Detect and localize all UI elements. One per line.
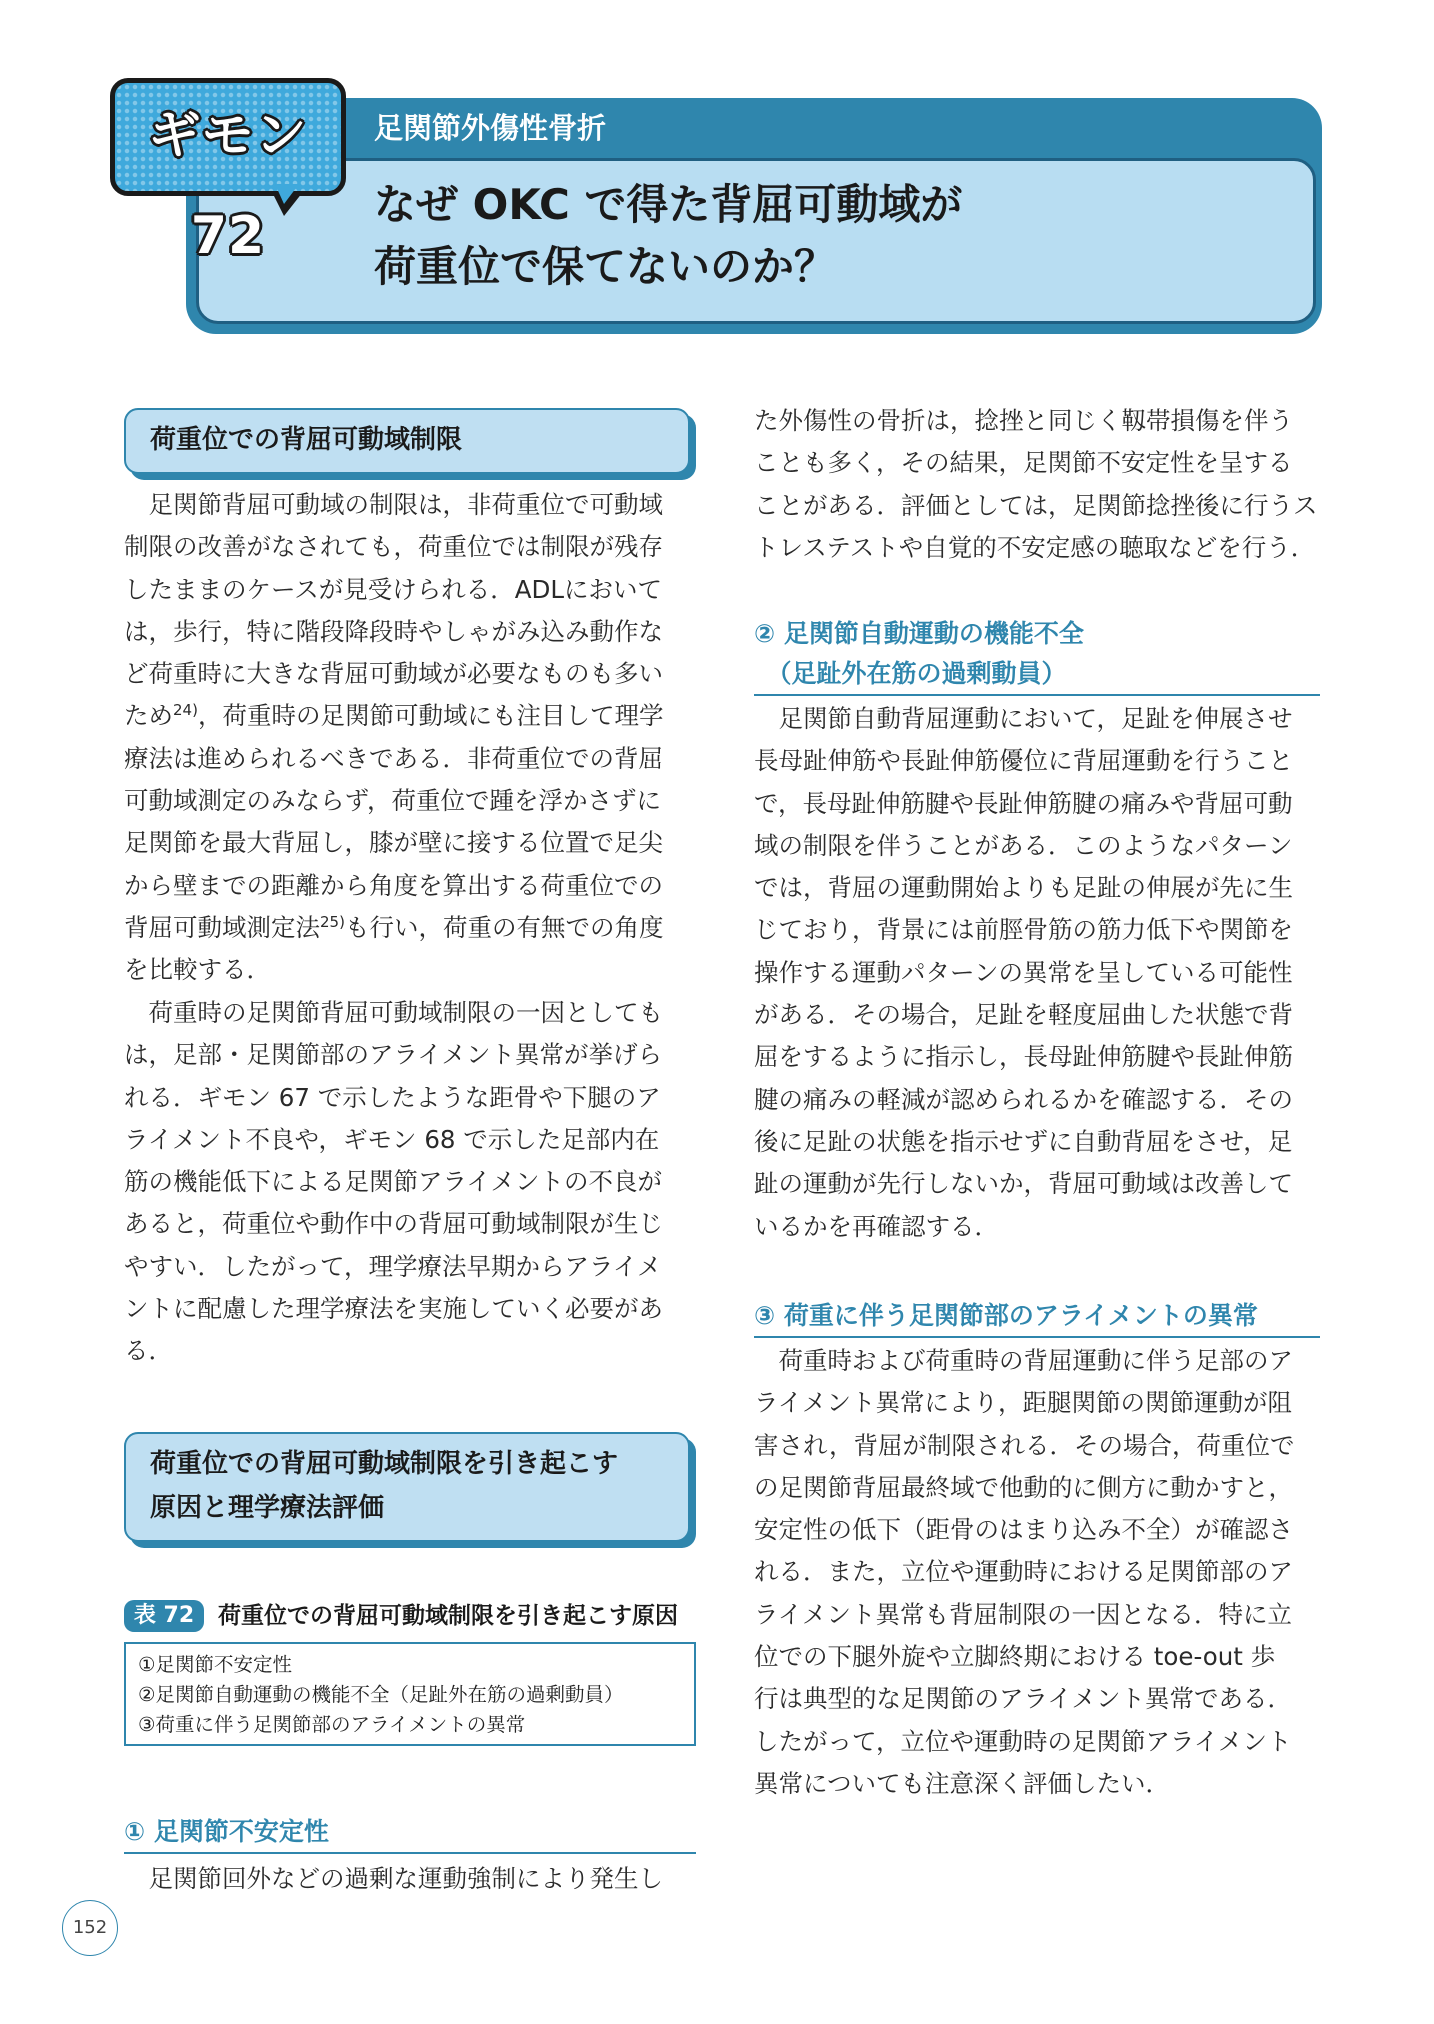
subsection-rule [754, 694, 1320, 696]
section-heading: 荷重位での背屈可動域制限を引き起こす 原因と理学療法評価 [150, 1449, 619, 1523]
subsection-heading: ③ 荷重に伴う足関節部のアライメントの異常 [754, 1301, 1258, 1330]
subsection-rule [124, 1852, 696, 1854]
page-number: 152 [62, 1900, 118, 1956]
subsection-heading: ① 足関節不安定性 [124, 1817, 329, 1846]
paragraph: 足関節自動背屈運動において，足趾を伸展させ 長母趾伸筋や長趾伸筋優位に背屈運動を行うこと で，長母趾伸筋腱や長趾伸筋腱の痛みや背屈可動 域の制限を伴うことがある．このようなパターン では，背屈の運動開始よりも足趾の伸展が先に生 じており，背景には前脛骨筋の筋力低下や関節を 操作する運動パターンの異常を呈している可能性 がある．その場合，足趾を軽度屈曲した状態で背 屈をするように指示し，長母趾伸筋腱や長趾伸筋 腱の痛みの軽減が認められるかを確認する．その 後に足趾の状態を指示せずに自動背屈をさせ，足 趾の運動が先行しないか，背屈可動域は改善して いるかを再確認する． [754, 704, 1293, 1241]
subsection-rule [754, 1336, 1320, 1338]
table-row: ①足関節不安定性 [138, 1653, 292, 1676]
badge-label: ギモン 72 [148, 106, 308, 266]
reference-mark: 25) [320, 912, 345, 931]
category-label: 足関節外傷性骨折 [374, 111, 607, 145]
section-heading: 荷重位での背屈可動域制限 [150, 425, 463, 455]
paragraph: 足関節回外などの過剰な運動強制により発生し [124, 1864, 663, 1893]
paragraph-text: 足関節背屈可動域の制限は，非荷重位で可動域 制限の改善がなされても，荷重位では制限が残存 したままのケースが見受けられる．ADLにおいて は，歩行，特に階段降段時やしゃがみ込み動作な ど荷重時に大きな背屈可動域が必要なものも多い ため [124, 490, 663, 731]
paragraph-text: も行い，荷重の有無での角度 を比較する． [124, 912, 664, 985]
table-label: 表 72 [124, 1600, 204, 1632]
paragraph-text: ，荷重時の足関節可動域にも注目して理学 療法は進められるべきである．非荷重位での背屈 可動域測定のみならず，荷重位で踵を浮かさずに 足関節を最大背屈し，膝が壁に接する位置で足尖 から壁までの距離から角度を算出する荷重位での 背屈可動域測定法 [124, 701, 664, 942]
table-title: 荷重位での背屈可動域制限を引き起こす原因 [218, 1603, 678, 1629]
table-row: ②足関節自動運動の機能不全（足趾外在筋の過剰動員） [138, 1683, 624, 1706]
cause-table [124, 1642, 696, 1746]
paragraph: 荷重時および荷重時の背屈運動に伴う足部のア ライメント異常により，距腿関節の関節運動が阻 害され，背屈が制限される．その場合，荷重位で の足関節背屈最終域で他動的に側方に動かすと， 安定性の低下（距骨のはまり込み不全）が確認さ れる．また，立位や運動時における足関節部のア ライメント異常も背屈制限の一因となる．特に立 位での下腿外旋や立脚終期における toe-out 歩 行は典型的な足関節のアライメント異常である． したがって，立位や運動時の足関節アライメント 異常についても注意深く評価したい． [754, 1346, 1295, 1798]
subsection-heading: ② 足関節自動運動の機能不全 （足趾外在筋の過剰動員） [754, 619, 1084, 688]
paragraph [124, 484, 696, 992]
paragraph: た外傷性の骨折は，捻挫と同じく靱帯損傷を伴う ことも多く，その結果，足関節不安定性を呈する ことがある．評価としては，足関節捻挫後に行うス トレステストや自覚的不安定感の聴取などを行う． [754, 406, 1318, 562]
paragraph: 荷重時の足関節背屈可動域制限の一因としても は，足部・足関節部のアライメント異常が挙げら れる．ギモン 67 で示したような距骨や下腿のア ライメント不良や，ギモン 68 で示した足部内在 筋の機能低下による足関節アライメントの不良が あると，荷重位や動作中の背屈可動域制限が生じ やすい．したがって，理学療法早期からアライメ ントに配慮した理学療法を実施していく必要があ る． [124, 998, 663, 1366]
table-row: ③荷重に伴う足関節部のアライメントの異常 [138, 1713, 526, 1736]
reference-mark: 24) [173, 701, 198, 720]
page-title: なぜ OKC で得た背屈可動域が 荷重位で保てないのか？ [374, 180, 963, 291]
